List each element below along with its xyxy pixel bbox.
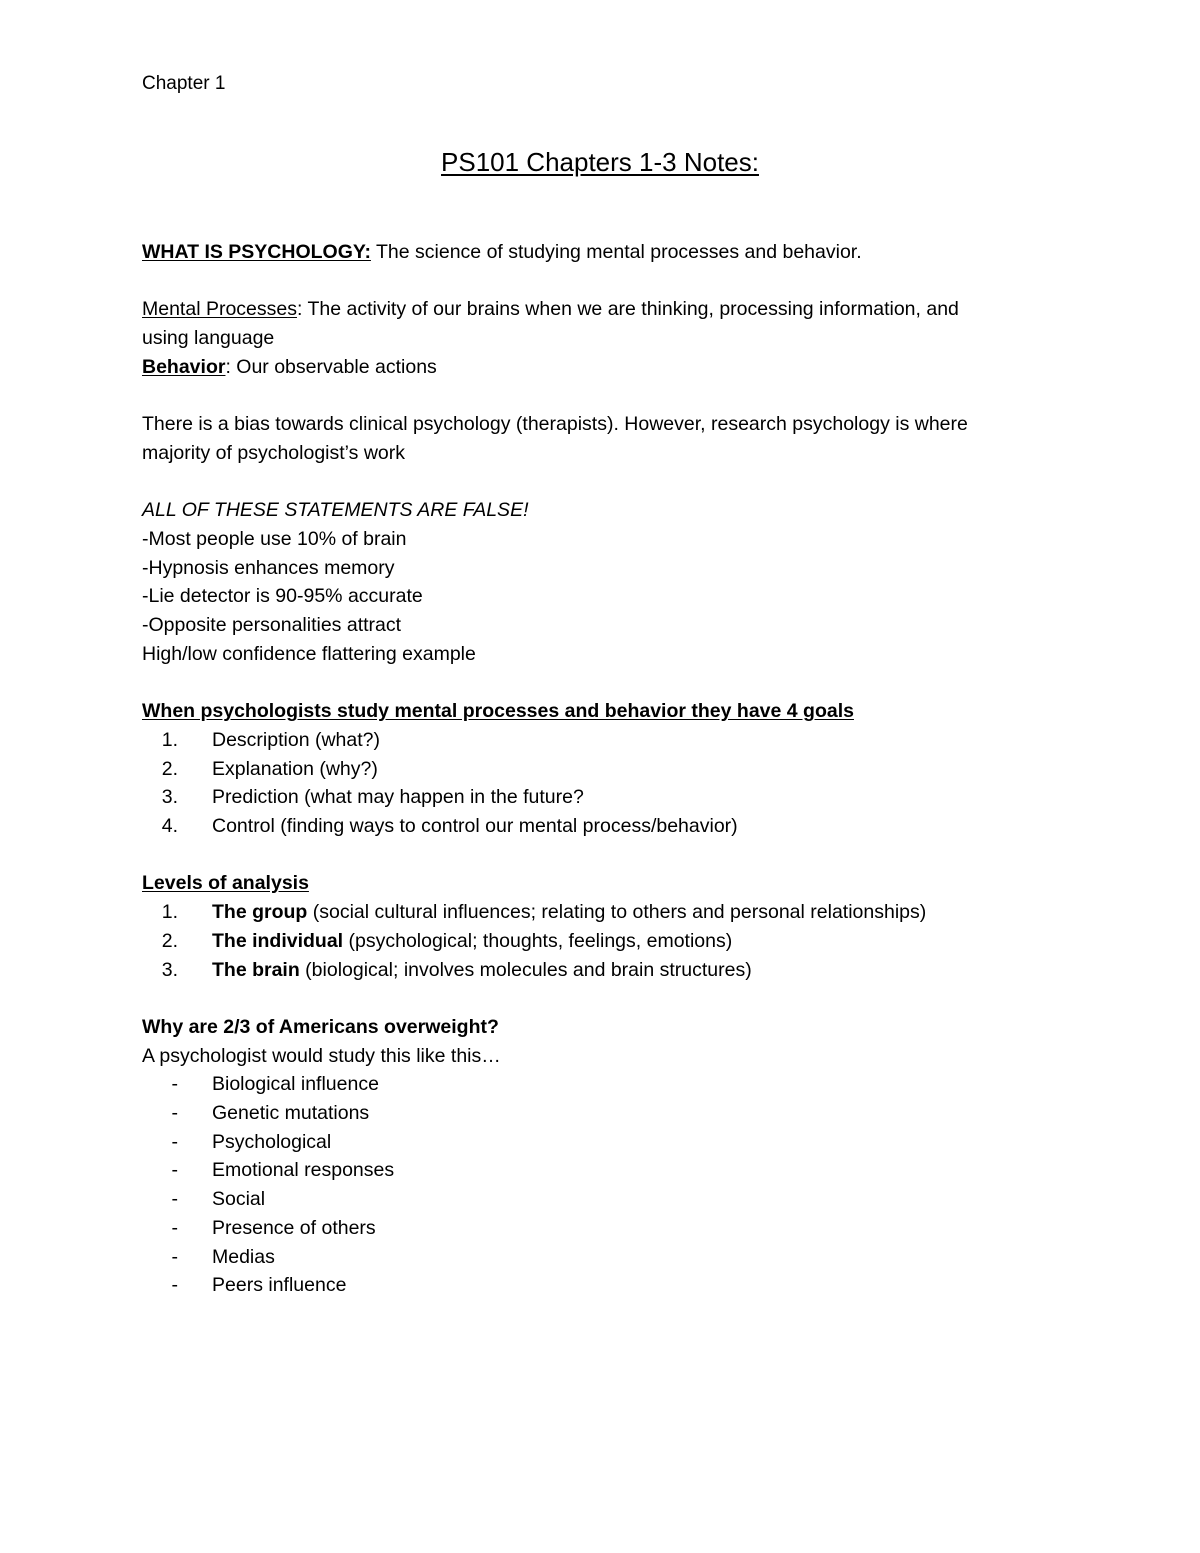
goal-number: 1. (161, 728, 178, 751)
false-statement-item: -Most people use 10% of brain (142, 527, 407, 550)
influence-text: Peers influence (212, 1274, 347, 1297)
bias-line-2: majority of psychologist’s work (142, 441, 405, 464)
page-header: Chapter 1 (142, 73, 226, 94)
behavior-line (142, 353, 1062, 382)
mental-processes-label: Mental Processes (142, 298, 297, 321)
false-statement-item: -Lie detector is 90-95% accurate (142, 585, 423, 608)
definition-label: WHAT IS PSYCHOLOGY: (142, 241, 371, 263)
goal-text: Control (finding ways to control our mental process/behavior) (212, 815, 738, 837)
dash-bullet: - (171, 1159, 178, 1182)
behavior-label: Behavior (142, 355, 226, 378)
influence-item (142, 1099, 1062, 1128)
page-title: PS101 Chapters 1-3 Notes: (441, 147, 759, 177)
influence-text: Presence of others (212, 1216, 376, 1239)
goal-item (142, 783, 1062, 812)
influence-item (142, 1156, 1062, 1185)
influence-text: Genetic mutations (212, 1102, 370, 1124)
level-item (142, 956, 1062, 985)
level-description: (social cultural influences; relating to others and personal relationships) (307, 901, 927, 924)
influence-text: Biological influence (212, 1073, 379, 1096)
level-description: (psychological; thoughts, feelings, emotions) (343, 929, 733, 952)
overweight-question: Why are 2/3 of Americans overweight? (142, 1015, 499, 1038)
mental-processes-line-2: using language (142, 327, 275, 350)
flattering-example: High/low confidence flattering example (142, 642, 476, 665)
level-name: The brain (212, 958, 300, 981)
dash-bullet: - (171, 1073, 178, 1096)
influence-list (142, 1070, 1062, 1300)
dash-bullet: - (171, 1130, 178, 1153)
level-number: 2. (161, 929, 178, 952)
influence-text: Psychological (212, 1130, 332, 1153)
goal-item (142, 726, 1062, 755)
mental-processes-text: : The activity of our brains when we are thinking, processing information, and (296, 298, 959, 321)
influence-text: Social (212, 1188, 266, 1211)
level-name: The individual (212, 929, 344, 952)
influence-item (142, 1243, 1062, 1272)
level-item (142, 898, 1062, 927)
influence-item (142, 1070, 1062, 1099)
influence-item (142, 1271, 1062, 1300)
goals-list (142, 726, 1062, 841)
goal-text: Prediction (what may happen in the future? (212, 786, 584, 809)
dash-bullet: - (171, 1245, 178, 1268)
dash-bullet: - (171, 1216, 178, 1239)
levels-list (142, 898, 1062, 984)
dash-bullet: - (171, 1102, 178, 1124)
dash-bullet: - (171, 1188, 178, 1211)
false-statement-item: -Opposite personalities attract (142, 614, 402, 637)
behavior-text: : Our observable actions (225, 355, 437, 378)
goal-number: 2. (161, 757, 178, 780)
goal-number: 4. (161, 815, 178, 837)
bias-line-1: There is a bias towards clinical psychology (therapists). However, research psychology is where (142, 413, 968, 436)
level-name: The group (212, 901, 308, 924)
levels-heading: Levels of analysis (142, 872, 309, 895)
influence-item (142, 1214, 1062, 1243)
goals-heading: When psychologists study mental processes and behavior they have 4 goals (142, 700, 854, 723)
definition-text: The science of studying mental processes and behavior. (370, 241, 862, 263)
level-item (142, 927, 1062, 956)
mental-processes-line (142, 295, 1062, 324)
influence-item (142, 1128, 1062, 1157)
notes-body (142, 238, 1062, 1300)
goal-item (142, 812, 1062, 841)
influence-text: Emotional responses (212, 1159, 395, 1182)
dash-bullet: - (171, 1274, 178, 1297)
influence-item (142, 1185, 1062, 1214)
goal-text: Explanation (why?) (212, 757, 378, 780)
goal-text: Description (what?) (212, 728, 380, 751)
level-number: 3. (161, 958, 178, 981)
overweight-intro: A psychologist would study this like this… (142, 1044, 501, 1067)
false-statement-item: -Hypnosis enhances memory (142, 556, 395, 579)
definition-line (142, 238, 1062, 267)
goal-item (142, 755, 1062, 784)
level-description: (biological; involves molecules and brain structures) (299, 958, 752, 981)
level-number: 1. (161, 901, 178, 924)
false-statements-heading: ALL OF THESE STATEMENTS ARE FALSE! (142, 499, 529, 522)
goal-number: 3. (161, 786, 178, 809)
influence-text: Medias (212, 1245, 275, 1268)
